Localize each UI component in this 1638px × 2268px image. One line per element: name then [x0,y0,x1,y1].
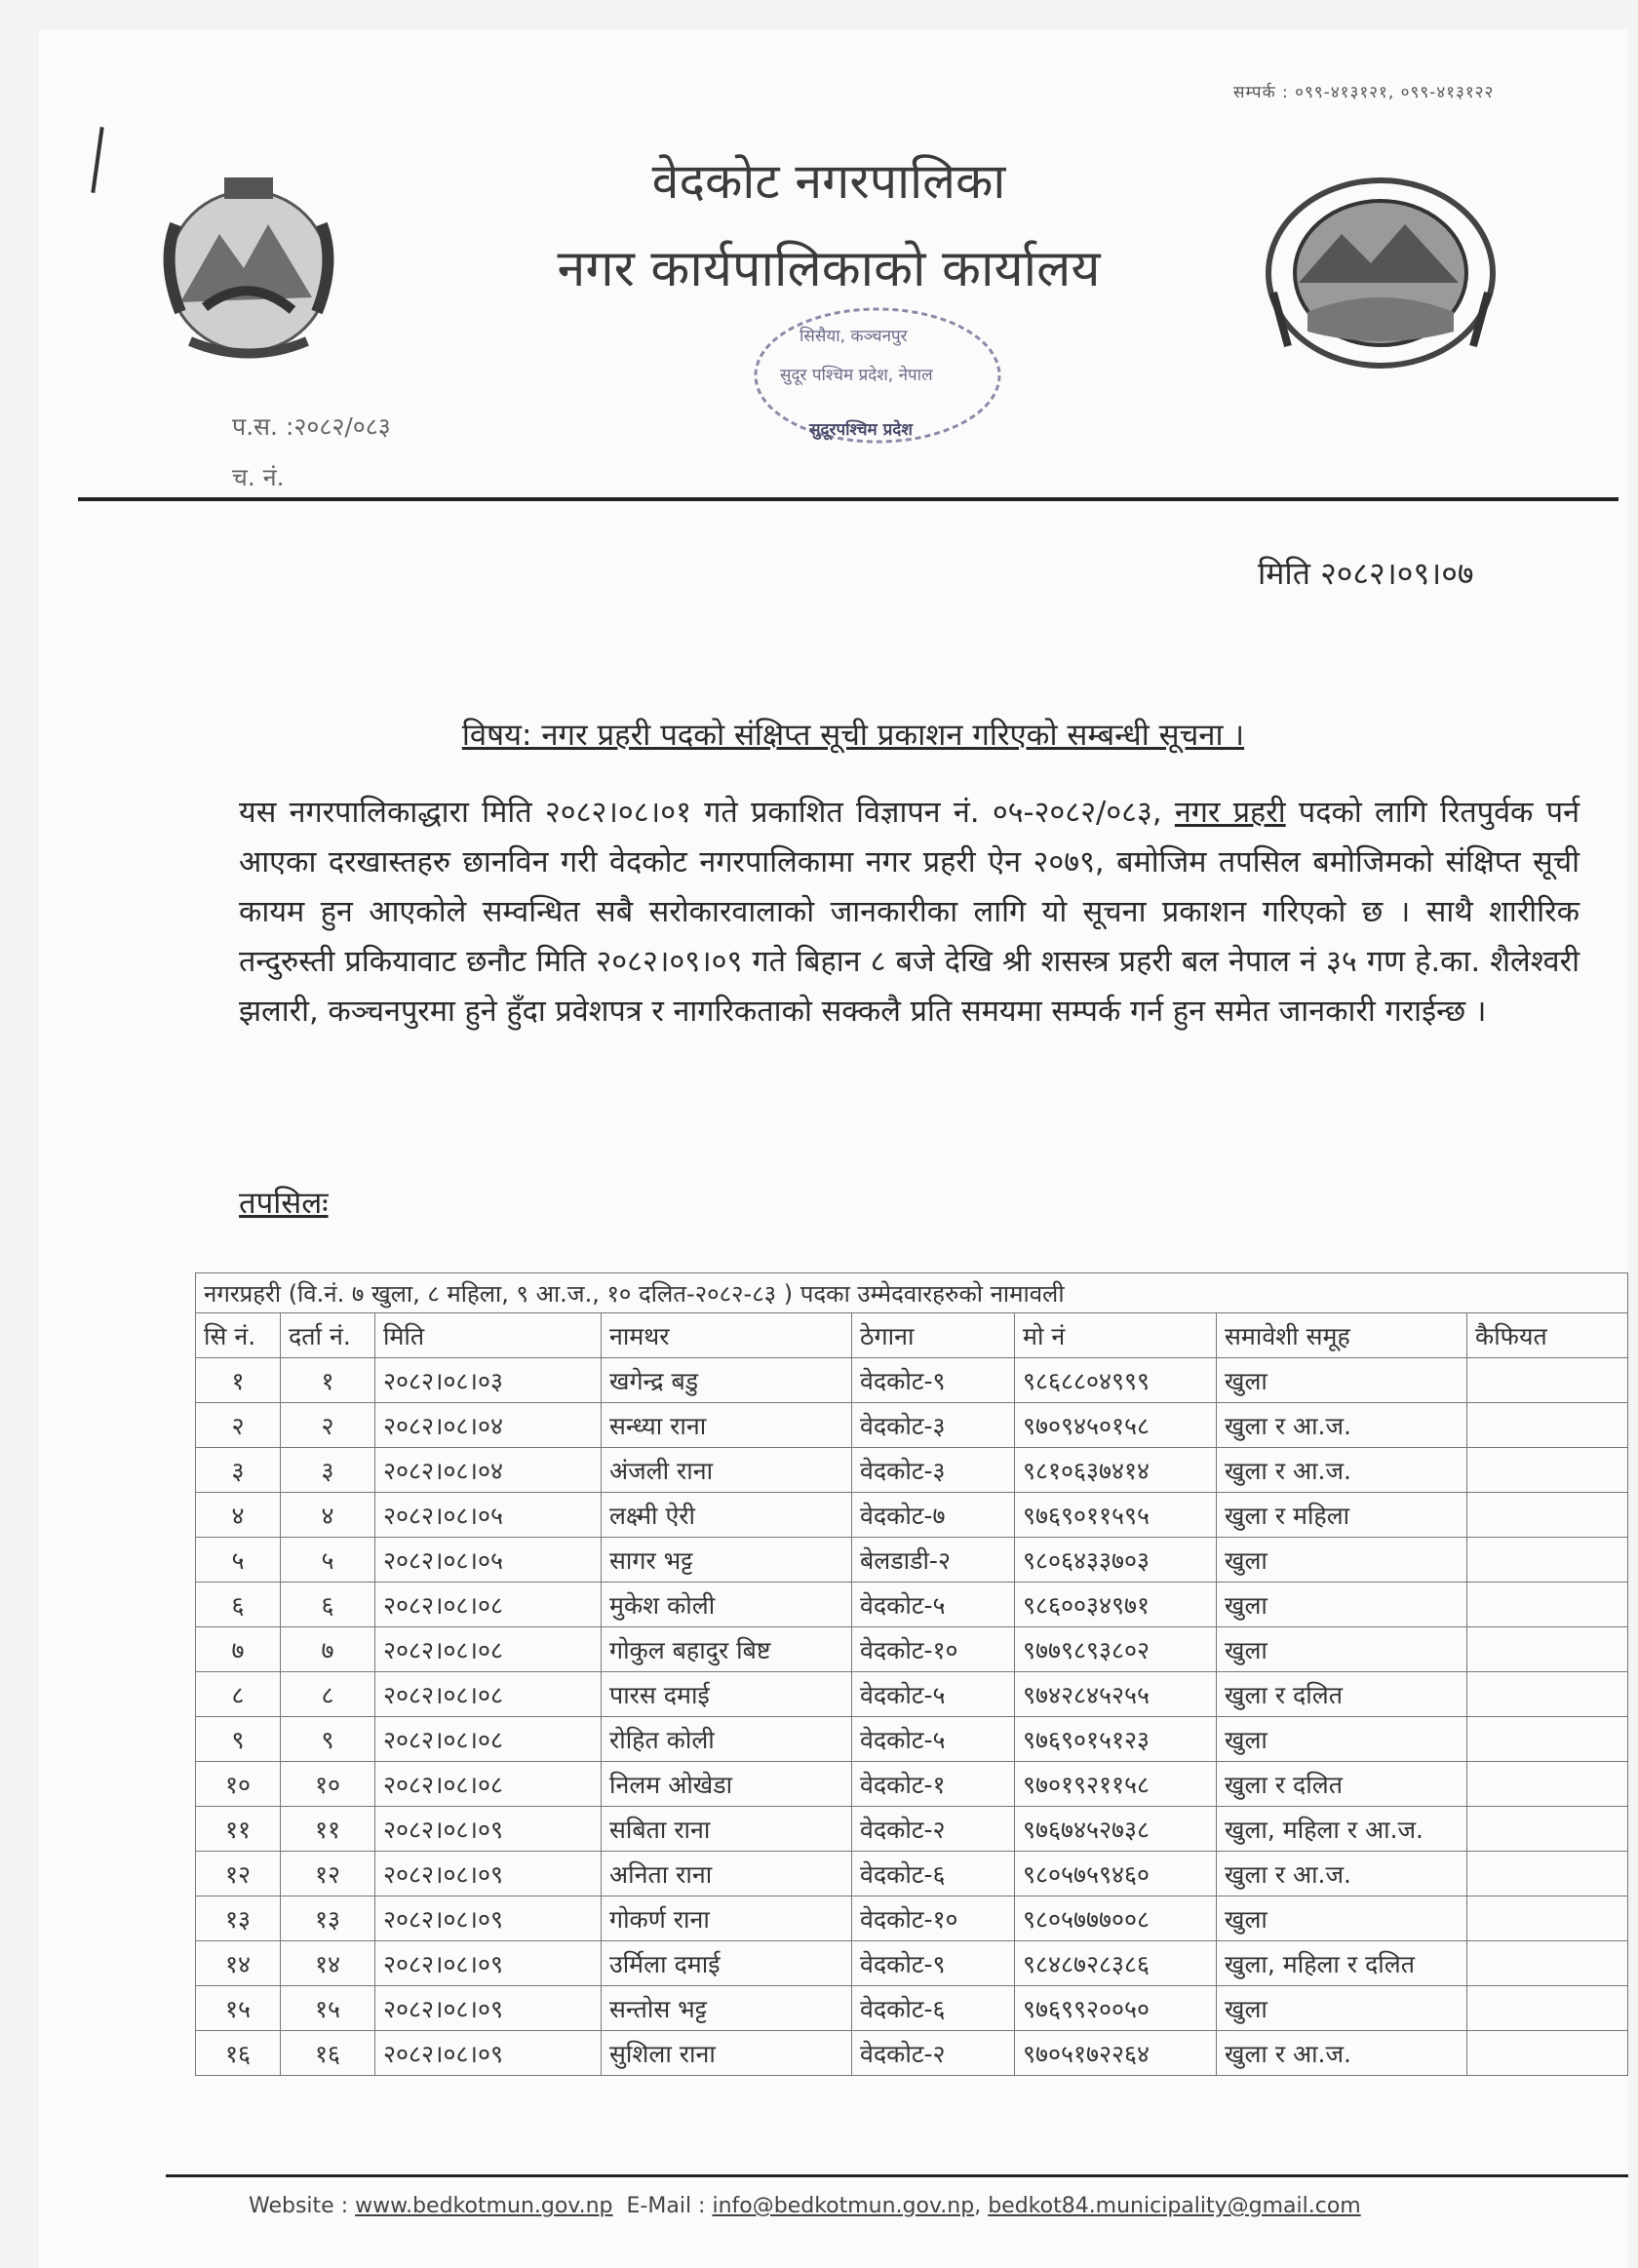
table-row [196,1403,1628,1448]
table-cell: २०८२।०८।०८ [375,1717,602,1762]
table-cell [1467,1448,1628,1493]
contact-numbers: सम्पर्क : ०९९-४१३१२१, ०९९-४१३१२२ [1233,83,1495,102]
table-cell: १२ [281,1852,375,1897]
table-cell: ११ [196,1807,281,1852]
table-cell: खुला, महिला र आ.ज. [1217,1807,1467,1852]
table-cell: ४ [281,1493,375,1538]
table-cell: २०८२।०८।०८ [375,1672,602,1717]
header-divider [78,497,1618,501]
table-cell: ९८०५७५९४६० [1015,1852,1217,1897]
table-cell: २०८२।०८।०९ [375,2031,602,2076]
table-cell: खुला [1217,1986,1467,2031]
table-cell: २०८२।०८।०४ [375,1403,602,1448]
table-cell: ७ [281,1627,375,1672]
table-cell: २०८२।०८।०९ [375,1852,602,1897]
table-cell: २ [196,1403,281,1448]
email-label: E-Mail : [626,2194,706,2218]
table-cell [1467,1717,1628,1762]
table-cell [1467,1583,1628,1627]
table-cell: ९७६९०११५९५ [1015,1493,1217,1538]
table-cell: वेदकोट-३ [852,1403,1015,1448]
table-cell: वेदकोट-६ [852,1852,1015,1897]
reference-number: प.स. :२०८२/०८३ [232,412,391,441]
table-cell: ९८६००३४९७१ [1015,1583,1217,1627]
table-cell [1467,1672,1628,1717]
table-cell: ९८०५७७७००८ [1015,1897,1217,1941]
footer: Website : www.bedkotmun.gov.np E-Mail : info@bedkotmun.gov.np, bedkot84.municipality@gmail.com [249,2194,1361,2218]
table-cell: १० [196,1762,281,1807]
table-cell: वेदकोट-२ [852,1807,1015,1852]
table-cell: रोहित कोली [602,1717,852,1762]
table-cell: ४ [196,1493,281,1538]
table-cell: खुला [1217,1717,1467,1762]
table-cell: २०८२।०८।०५ [375,1493,602,1538]
table-cell: ३ [281,1448,375,1493]
table-cell: २०८२।०८।०३ [375,1358,602,1403]
table-cell: ९७०५१७२२६४ [1015,2031,1217,2076]
table-cell: २०८२।०८।०५ [375,1538,602,1583]
table-row [196,1807,1628,1852]
table-cell: २०८२।०८।०८ [375,1627,602,1672]
table-cell: खुला र दलित [1217,1762,1467,1807]
table-cell: ७ [196,1627,281,1672]
col-serial: सि नं. [196,1313,281,1358]
schedule-label: तपसिलः [239,1186,329,1221]
table-cell: १३ [196,1897,281,1941]
table-cell: सन्तोस भट्ट [602,1986,852,2031]
table-cell: उर्मिला दमाई [602,1941,852,1986]
table-cell: १ [196,1358,281,1403]
table-cell: २०८२।०८।०९ [375,1986,602,2031]
table-cell [1467,1538,1628,1583]
table-cell: गोकुल बहादुर बिष्ट [602,1627,852,1672]
table-cell: वेदकोट-७ [852,1493,1015,1538]
table-cell: ९७०९४५०१५८ [1015,1403,1217,1448]
table-row [196,1717,1628,1762]
table-cell: ९ [196,1717,281,1762]
table-cell [1467,1941,1628,1986]
table-cell [1467,1493,1628,1538]
table-cell: ३ [196,1448,281,1493]
table-cell: १५ [281,1986,375,2031]
table-header-row [196,1313,1628,1358]
table-cell: वेदकोट-१० [852,1897,1015,1941]
email-link[interactable]: info@bedkotmun.gov.np [712,2194,975,2218]
table-cell: ५ [281,1538,375,1583]
table-cell [1467,1852,1628,1897]
table-cell [1467,1897,1628,1941]
table-cell: वेदकोट-५ [852,1717,1015,1762]
table-cell: वेदकोट-९ [852,1941,1015,1986]
table-row [196,1986,1628,2031]
table-cell: १२ [196,1852,281,1897]
table-cell: ९८०६४३३७०३ [1015,1538,1217,1583]
table-cell: खुला, महिला र दलित [1217,1941,1467,1986]
footer-divider [166,2174,1628,2177]
notice-date: मिति २०८२।०९।०७ [1258,555,1474,592]
table-cell: २०८२।०८।०९ [375,1897,602,1941]
table-cell: खुला [1217,1583,1467,1627]
col-address: ठेगाना [852,1313,1015,1358]
table-cell: लक्ष्मी ऐरी [602,1493,852,1538]
dispatch-number: च. नं. [232,463,285,491]
table-cell: खुला [1217,1358,1467,1403]
table-cell: ९७०१९२११५८ [1015,1762,1217,1807]
table-row [196,1852,1628,1897]
col-date: मिति [375,1313,602,1358]
table-cell: ६ [196,1583,281,1627]
table-cell: ५ [196,1538,281,1583]
table-cell: वेदकोट-१ [852,1762,1015,1807]
office-stamp: सिसैया, कञ्चनपुर सुदूर पश्चिम प्रदेश, नेपाल सुदूरपश्चिम प्रदेश [741,302,1014,458]
table-cell: वेदकोट-५ [852,1583,1015,1627]
table-cell: सन्ध्या राना [602,1403,852,1448]
table-cell: खुला र आ.ज. [1217,1403,1467,1448]
table-cell: १६ [196,2031,281,2076]
table-cell: ९७६९०१५१२३ [1015,1717,1217,1762]
table-body [196,1358,1628,2076]
table-cell: बेलडाडी-२ [852,1538,1015,1583]
table-row [196,2031,1628,2076]
table-cell: अंजली राना [602,1448,852,1493]
col-mobile: मो नं [1015,1313,1217,1358]
table-cell: निलम ओखेडा [602,1762,852,1807]
table-cell: पारस दमाई [602,1672,852,1717]
table-cell: सबिता राना [602,1807,852,1852]
table-cell: वेदकोट-५ [852,1672,1015,1717]
body-part-2: पदको लागि रितपुर्वक पर्न आएका दरखास्तहरु छानविन गरी वेदकोट नगरपालिकामा नगर प्रहरी ऐन २०७९, बमोजिम तपसिल बमोजिमको संक्षिप्त सूची कायम हुन आएकोले सम्वन्धित सबै सरोकारवालाको जानकारीका लागि यो सूचना प्रकाशन गरिएको छ । साथै शारीरिक तन्दुरुस्ती प्रकियावाट छनौट मिति २०८२।०९।०९ गते बिहान ८ बजे देखि श्री शसस्त्र प्रहरी बल नेपाल नं ३५ गण हे.का. शैलेश्वरी झलारी, कञ्चनपुरमा हुने हुँदा प्रवेशपत्र र नागरिकताको सक्कलै प्रति समयमा सम्पर्क गर्न हुन समेत जानकारी गराईन्छ । [239,796,1580,1029]
table-cell: १५ [196,1986,281,2031]
table-row [196,1358,1628,1403]
col-remarks: कैफियत [1467,1313,1628,1358]
table-cell: २०८२।०८।०४ [375,1448,602,1493]
table-cell [1467,1807,1628,1852]
table-cell: ६ [281,1583,375,1627]
table-cell: १३ [281,1897,375,1941]
table-cell: २०८२।०८।०८ [375,1583,602,1627]
website-link[interactable]: www.bedkotmun.gov.np [355,2194,613,2218]
body-part-1: यस नगरपालिकाद्धारा मिति २०८२।०८।०१ गते प्रकाशित विज्ञापन नं. ०५-२०८२/०८३, [239,796,1162,830]
table-cell: खुला र आ.ज. [1217,1448,1467,1493]
table-cell: ९७७९८९३८०२ [1015,1627,1217,1672]
table-row [196,1538,1628,1583]
table-cell: २०८२।०८।०८ [375,1762,602,1807]
table-row [196,1448,1628,1493]
table-cell: २०८२।०८।०९ [375,1941,602,1986]
notice-subject: विषय: नगर प्रहरी पदको संक्षिप्त सूची प्रकाशन गरिएको सम्बन्धी सूचना । [461,718,1245,753]
table-cell: वेदकोट-१० [852,1627,1015,1672]
table-cell: ९७४२८४५२५५ [1015,1672,1217,1717]
table-cell: ९ [281,1717,375,1762]
col-reg-no: दर्ता नं. [281,1313,375,1358]
office-name: नगर कार्यपालिकाको कार्यालय [557,240,1101,298]
table-cell: २०८२।०८।०९ [375,1807,602,1852]
table-cell: अनिता राना [602,1852,852,1897]
org-name: वेदकोट नगरपालिका [651,153,1006,210]
table-cell: ९८४८७२८३८६ [1015,1941,1217,1986]
table-row [196,1493,1628,1538]
table-cell: खुला र आ.ज. [1217,1852,1467,1897]
table-cell: ११ [281,1807,375,1852]
table-cell: खगेन्द्र बडु [602,1358,852,1403]
table-cell [1467,1627,1628,1672]
post-name: नगर प्रहरी [1174,796,1286,830]
table-cell: १४ [281,1941,375,1986]
table-cell [1467,1986,1628,2031]
table-cell: १ [281,1358,375,1403]
table-cell: वेदकोट-६ [852,1986,1015,2031]
table-cell: गोकर्ण राना [602,1897,852,1941]
email-link-2[interactable]: bedkot84.municipality@gmail.com [988,2194,1361,2218]
table-row [196,1762,1628,1807]
table-cell [1467,1358,1628,1403]
table-cell: २ [281,1403,375,1448]
table-cell [1467,1403,1628,1448]
table-cell: खुला र दलित [1217,1672,1467,1717]
table-row [196,1583,1628,1627]
table-caption: नगरप्रहरी (वि.नं. ७ खुला, ८ महिला, ९ आ.ज., १० दलित-२०८२-८३ ) पदका उम्मेदवारहरुको नामावली [196,1273,1628,1313]
website-label: Website : [249,2194,349,2218]
col-name: नामथर [602,1313,852,1358]
table-row [196,1627,1628,1672]
table-row [196,1941,1628,1986]
table-cell: सुशिला राना [602,2031,852,2076]
col-group: समावेशी समूह [1217,1313,1467,1358]
table-cell: ९८६८८०४९९९ [1015,1358,1217,1403]
table-cell: मुकेश कोली [602,1583,852,1627]
table-cell: वेदकोट-३ [852,1448,1015,1493]
table-cell: ९८१०६३७४१४ [1015,1448,1217,1493]
table-cell: १४ [196,1941,281,1986]
table-row [196,1672,1628,1717]
table-cell: १६ [281,2031,375,2076]
table-cell: ९७६७४५२७३८ [1015,1807,1217,1852]
table-cell: ८ [196,1672,281,1717]
table-cell: ८ [281,1672,375,1717]
table-cell: सागर भट्ट [602,1538,852,1583]
table-cell: खुला र महिला [1217,1493,1467,1538]
table-row [196,1897,1628,1941]
table-cell: खुला [1217,1627,1467,1672]
notice-body [239,788,1580,1036]
table-cell: खुला [1217,1897,1467,1941]
table-cell: वेदकोट-२ [852,2031,1015,2076]
table-cell: ९७६९९२००५० [1015,1986,1217,2031]
table-cell [1467,2031,1628,2076]
table-cell: खुला [1217,1538,1467,1583]
table-cell: १० [281,1762,375,1807]
table-cell: वेदकोट-९ [852,1358,1015,1403]
table-cell: खुला र आ.ज. [1217,2031,1467,2076]
candidate-table [195,1272,1628,2076]
table-cell [1467,1762,1628,1807]
